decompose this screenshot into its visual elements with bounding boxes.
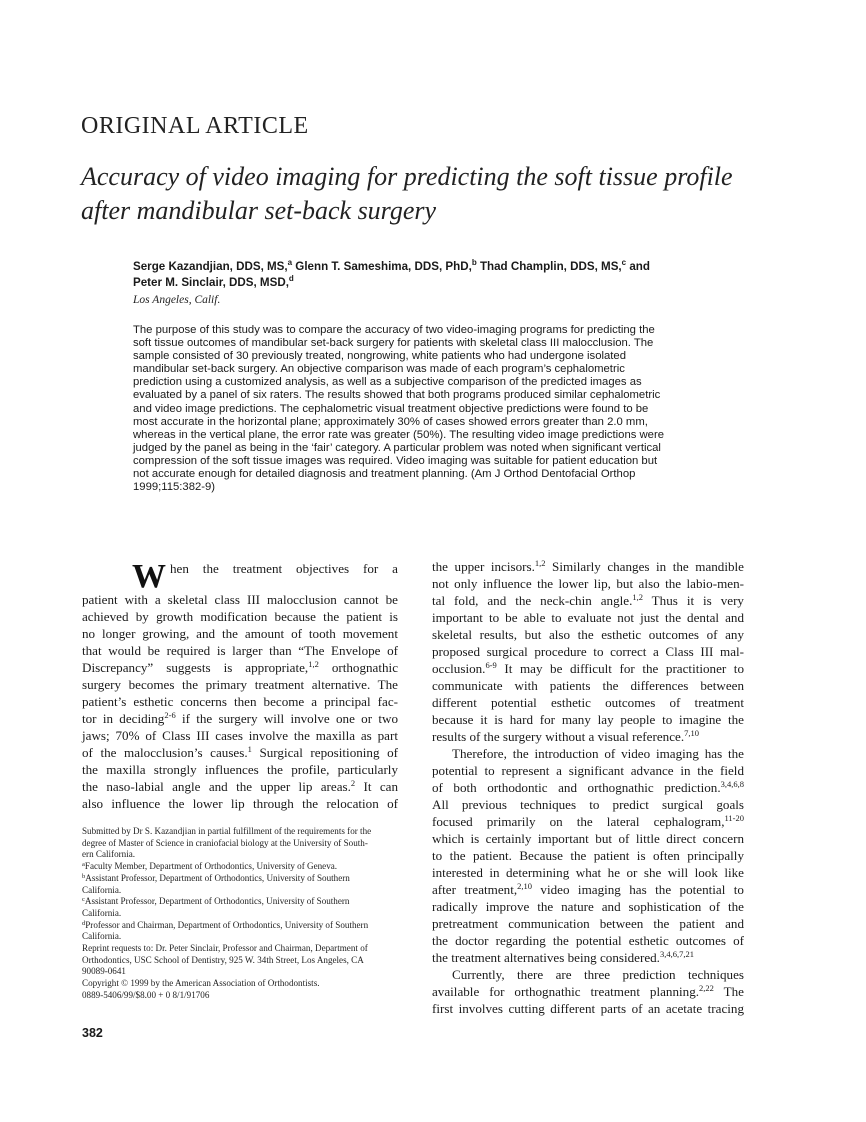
- footnote-text: California.: [82, 884, 122, 895]
- body-text-line: [82, 778, 398, 795]
- footnotes: [82, 826, 398, 1002]
- footnote-mark: c: [82, 896, 85, 904]
- abstract-line: sample consisted of 30 previously treated, nongrowing, white patients who had undergone isolated: [133, 350, 626, 363]
- footnote-text: Faculty Member, Department of Orthodontics, University of Geneva.: [84, 861, 338, 872]
- body-text-line: [432, 898, 744, 915]
- body-text-line: [432, 643, 744, 660]
- article-title-line: after mandibular set-back surgery: [81, 196, 437, 225]
- abstract-line: judged by the panel as being in the ‘fair’ category. A particular problem was noted when significant vertical: [133, 441, 661, 454]
- footnote-line: [82, 943, 398, 955]
- body-text-line: [432, 626, 744, 643]
- footnote-line: [82, 849, 398, 861]
- body-text-line: [82, 710, 398, 727]
- affiliation-mark: b: [471, 258, 477, 267]
- body-text-line: [82, 744, 398, 761]
- page-number: 382: [82, 1026, 103, 1040]
- footnote-mark: a: [82, 861, 85, 869]
- footnote-text: degree of Master of Science in craniofacial biology at the University of South-: [82, 837, 368, 848]
- citation-ref: 1: [247, 744, 252, 754]
- body-text-line: [432, 796, 744, 813]
- citation-ref: 2-6: [164, 710, 176, 720]
- body-text-line: [432, 949, 744, 966]
- text-run: to the patient. Because the patient is often principally: [432, 848, 744, 863]
- text-run: interested in determining what he or she will look like: [432, 865, 744, 880]
- text-run: occlusion.: [432, 661, 486, 676]
- citation-ref: 11-20: [724, 813, 744, 823]
- abstract-line: whereas in the vertical plane, the error rate was greater (50%). The resulting video image predictions were: [133, 428, 665, 441]
- body-text-line: [432, 762, 744, 779]
- footnote-text: 0889-5406/99/$8.00 + 0 8/1/91706: [82, 989, 210, 1000]
- text-run: after treatment,: [432, 882, 518, 897]
- author-name: Serge Kazandjian, DDS, MS,: [133, 260, 288, 273]
- footnote-line: [82, 896, 398, 908]
- footnote-line: [82, 838, 398, 850]
- text-run: which is certainly important but of little direct concern: [432, 831, 744, 846]
- text-run: results of the surgery without a visual reference.: [432, 729, 685, 744]
- text-run: communicate with patients the differences between: [432, 678, 744, 693]
- citation-ref: 2,22: [699, 983, 714, 993]
- footnote-text: 90089-0641: [82, 966, 126, 977]
- footnote-mark: d: [82, 919, 86, 927]
- footnote-line: [82, 861, 398, 873]
- body-text-line: [432, 728, 744, 745]
- text-run: if the surgery will involve one or two: [175, 711, 398, 726]
- author-line: [133, 259, 773, 275]
- footnote-text: Copyright © 1999 by the American Association of Orthodontists.: [82, 978, 320, 989]
- text-run: patient’s esthetic concerns then become a principal fac-: [82, 694, 398, 709]
- body-text-line: [432, 609, 744, 626]
- footnote-text: Professor and Chairman, Department of Orthodontics, University of Southern: [85, 919, 369, 930]
- footnote-text: California.: [82, 907, 122, 918]
- body-text-line: [432, 592, 744, 609]
- footnote-text: California.: [82, 931, 122, 942]
- text-run: that would be required is larger than “The Envelope of: [82, 643, 398, 658]
- text-run: surgery becomes the primary treatment alternative. The: [82, 677, 398, 692]
- text-run: patient with a skeletal class III malocclusion cannot be: [82, 592, 398, 607]
- text-run: pretreatment communication between the patient and: [432, 916, 744, 931]
- citation-ref: 1,2: [534, 558, 546, 568]
- text-run: the naso-labial angle and the upper lip areas.: [82, 779, 351, 794]
- abstract-line: evaluated by a panel of six raters. The results showed that both programs produced similar cephalometric: [133, 389, 661, 402]
- body-text-line: [82, 761, 398, 778]
- citation-ref: 2,10: [517, 881, 532, 891]
- author-name: Glenn T. Sameshima, DDS, PhD,: [292, 260, 472, 273]
- body-text-line: [82, 676, 398, 693]
- text-run: important to be able to evaluate not just the dental and: [432, 610, 744, 625]
- footnote-line: [82, 873, 398, 885]
- footnote-text: ern California.: [82, 849, 136, 860]
- body-text-line: [432, 983, 744, 1000]
- text-run: jaws; 70% of Class III cases involve the maxilla as part: [82, 728, 398, 743]
- body-text-line: [82, 727, 398, 744]
- author-line: [133, 275, 773, 291]
- drop-cap: W: [132, 558, 166, 595]
- body-text-line: [432, 915, 744, 932]
- footnote-line: [82, 885, 398, 897]
- body-text-line: [432, 575, 744, 592]
- abstract-line: prediction using a customized analysis, as well as a subjective comparison of the predicted images as: [133, 376, 642, 389]
- text-run: It can: [355, 779, 398, 794]
- text-run: the doctor regarding the potential esthetic outcomes of: [432, 933, 744, 948]
- footnote-line: [82, 966, 398, 978]
- body-text-line: [432, 677, 744, 694]
- body-text-line: [82, 625, 398, 642]
- body-text-line: [432, 847, 744, 864]
- affiliation-mark: d: [288, 274, 294, 283]
- author-name: Peter M. Sinclair, DDS, MSD,: [133, 276, 289, 289]
- body-text-line: [432, 1000, 744, 1017]
- abstract-line: compression of the soft tissue images was required. Video imaging was suitable for patient education but: [133, 454, 658, 467]
- body-column-left: [82, 546, 398, 812]
- body-text-line: [432, 830, 744, 847]
- body-text-line: [432, 779, 744, 796]
- abstract-line: most accurate in the horizontal plane; approximately 30% of cases showed errors greater than 2.0 mm,: [133, 415, 648, 428]
- footnote-text: Assistant Professor, Department of Orthodontics, University of Southern: [84, 896, 350, 907]
- text-run: skeletal results, but also the esthetic outcomes of any: [432, 627, 744, 642]
- text-run: also influence the lower lip through the relocation of: [82, 796, 398, 811]
- body-text-line: [432, 881, 744, 898]
- text-run: video imaging has the potential to: [532, 882, 744, 897]
- text-run: of the malocclusion’s causes.: [82, 745, 248, 760]
- text-run: the maxilla strongly influences the profile, particularly: [82, 762, 398, 777]
- text-run: Discrepancy” suggests is appropriate,: [82, 660, 309, 675]
- abstract-line: The purpose of this study was to compare the accuracy of two video-imaging programs for predicting the: [133, 324, 655, 336]
- citation-ref: 7,10: [684, 728, 699, 738]
- body-text-line: [432, 745, 744, 762]
- text-run: the upper incisors.: [432, 559, 535, 574]
- text-run: radically improve the nature and sophistication of the: [432, 899, 744, 914]
- citation-ref: 6-9: [485, 660, 497, 670]
- author-list: [133, 259, 773, 291]
- author-name: and: [626, 260, 650, 273]
- body-text-line: [82, 795, 398, 812]
- abstract-line: soft tissue outcomes of mandibular set-back surgery for patients with skeletal class III malocclusion. The: [133, 337, 654, 350]
- section-label: ORIGINAL ARTICLE: [81, 113, 309, 139]
- body-text-line: [82, 591, 398, 608]
- article-title: [81, 160, 761, 228]
- text-run: All previous techniques to predict surgical goals: [432, 797, 744, 812]
- footnote-text: Submitted by Dr S. Kazandjian in partial fulfillment of the requirements for the: [82, 826, 372, 836]
- body-column-right: [432, 558, 744, 1017]
- body-text-line: [432, 711, 744, 728]
- text-run: first involves cutting different parts of an acetate tracing: [432, 1001, 744, 1016]
- body-text-line: [82, 546, 398, 595]
- text-run: available for orthognathic treatment planning.: [432, 984, 700, 999]
- footnote-line: [82, 955, 398, 967]
- body-text-line: [432, 660, 744, 677]
- text-run: Therefore, the introduction of video imaging has the: [452, 746, 744, 761]
- footnote-line: [82, 920, 398, 932]
- text-run: the treatment alternatives being considered.: [432, 950, 660, 965]
- abstract: [133, 324, 753, 494]
- citation-ref: 1,2: [632, 592, 643, 602]
- text-run: hen the treatment objectives for a: [170, 561, 398, 576]
- text-run: proposed surgical procedure to correct a Class III mal-: [432, 644, 744, 659]
- author-name: Thad Champlin, DDS, MS,: [476, 260, 622, 273]
- affiliation-mark: a: [287, 258, 293, 267]
- abstract-line: mandibular set-back surgery. An objective comparison was made of each program’s cephalometric: [133, 363, 625, 376]
- footnote-line: [82, 990, 398, 1002]
- text-run: It may be difficult for the practitioner to: [496, 661, 744, 676]
- text-run: orthognathic: [318, 660, 399, 675]
- footnote-mark: b: [82, 872, 86, 880]
- footnote-text: Assistant Professor, Department of Orthodontics, University of Southern: [85, 872, 350, 883]
- footnote-text: Reprint requests to: Dr. Peter Sinclair, Professor and Chairman, Department of: [82, 943, 368, 954]
- body-text-line: [82, 608, 398, 625]
- footnote-text: Orthodontics, USC School of Dentistry, 925 W. 34th Street, Los Angeles, CA: [82, 954, 364, 965]
- body-text-line: [82, 693, 398, 710]
- abstract-line: and video image predictions. The cephalometric visual treatment objective predictions were found to be: [133, 402, 649, 415]
- body-text-line: [432, 966, 744, 983]
- abstract-line: not accurate enough for detailed diagnosis and treatment planning. (Am J Orthod Dentofacial Orthop: [133, 468, 636, 481]
- text-run: achieved by growth modification because the patient is: [82, 609, 398, 624]
- text-run: not only influence the lower lip, but also the labio-men-: [432, 576, 744, 591]
- footnote-line: [82, 931, 398, 943]
- citation-ref: 2: [350, 778, 356, 788]
- body-text-line: [432, 694, 744, 711]
- text-run: Surgical repositioning of: [251, 745, 398, 760]
- footnote-line: [82, 978, 398, 990]
- text-run: different potential esthetic outcomes of treatment: [432, 695, 744, 710]
- text-run: potential to represent a significant advance in the field: [432, 763, 744, 778]
- body-text-line: [432, 864, 744, 881]
- abstract-line: 1999;115:382-9): [133, 481, 216, 494]
- body-text-line: [432, 813, 744, 830]
- body-text-line: [432, 932, 744, 949]
- text-run: Similarly changes in the mandible: [545, 559, 744, 574]
- body-text-line: [82, 659, 398, 676]
- text-run: because it is hard for many lay people to imagine the: [432, 712, 744, 727]
- body-text-line: [82, 642, 398, 659]
- article-title-line: Accuracy of video imaging for predicting the soft tissue profile: [81, 162, 733, 191]
- text-run: tor in deciding: [82, 711, 165, 726]
- text-run: no longer growing, and the amount of tooth movement: [82, 626, 398, 641]
- text-run: of both orthodontic and orthognathic prediction.: [432, 780, 721, 795]
- text-run: tal fold, and the neck-chin angle.: [432, 593, 633, 608]
- text-run: The: [713, 984, 744, 999]
- footnote-line: [82, 826, 398, 838]
- text-run: focused primarily on the lateral cephalogram,: [432, 814, 725, 829]
- text-run: Thus it is very: [642, 593, 744, 608]
- body-text-line: [432, 558, 744, 575]
- citation-ref: 3,4,6,8: [720, 779, 744, 789]
- citation-ref: 1,2: [308, 659, 319, 669]
- citation-ref: 3,4,6,7,21: [659, 949, 694, 959]
- author-location: Los Angeles, Calif.: [133, 294, 221, 306]
- text-run: Currently, there are three prediction techniques: [452, 967, 744, 982]
- affiliation-mark: c: [621, 258, 627, 267]
- footnote-line: [82, 908, 398, 920]
